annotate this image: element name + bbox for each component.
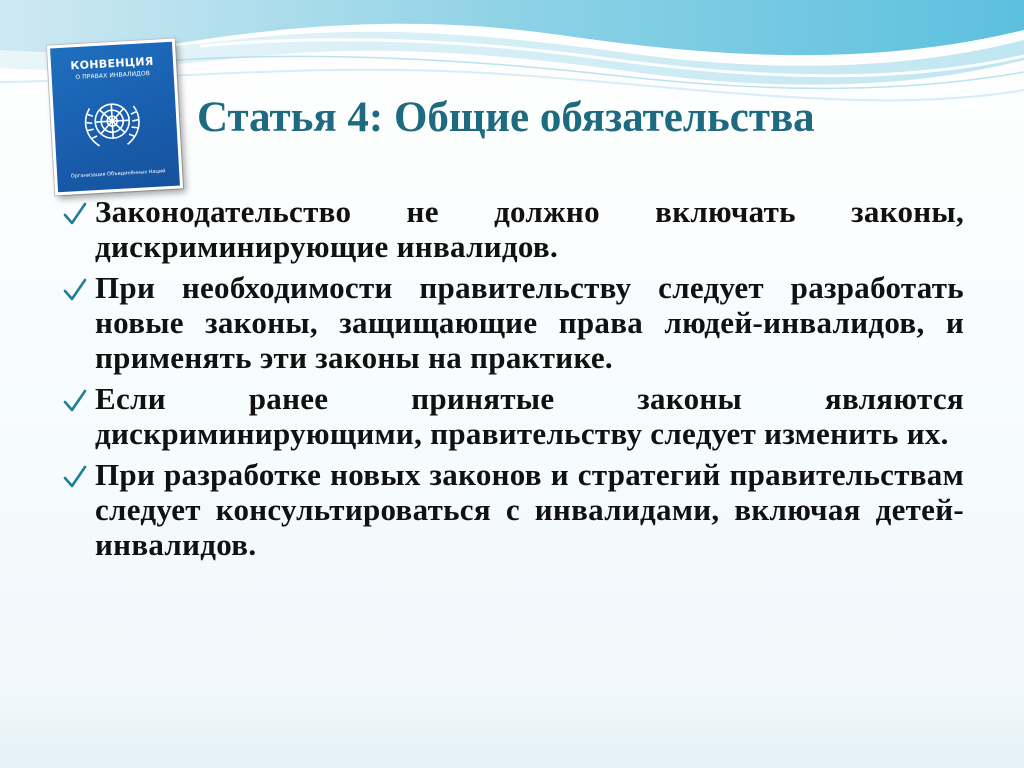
bullet-text: При необходимости правительству следует разработать новые законы, защищающие права людей-инвалидов, и применять эти законы на практике. bbox=[95, 270, 964, 375]
bullet-list bbox=[60, 194, 964, 568]
bottom-gradient bbox=[0, 698, 1024, 768]
bullet-item bbox=[60, 270, 964, 375]
book-title: КОНВЕНЦИЯ bbox=[70, 54, 154, 73]
checkmark-icon bbox=[62, 387, 88, 415]
book-organization: Организация Объединённых Наций bbox=[70, 168, 166, 180]
un-emblem-icon bbox=[75, 89, 151, 159]
checkmark-icon bbox=[62, 276, 88, 304]
checkmark-icon bbox=[62, 200, 88, 228]
bullet-text: Законодательство не должно включать законы, дискриминирующие инвалидов. bbox=[95, 194, 964, 264]
bullet-item bbox=[60, 194, 964, 264]
book-cover bbox=[50, 42, 180, 193]
book-subtitle: О ПРАВАХ ИНВАЛИДОВ bbox=[75, 69, 151, 82]
slide-title: Статья 4: Общие обязательства bbox=[197, 94, 815, 141]
bullet-text: Если ранее принятые законы являются дискриминирующими, правительству следует изменить их. bbox=[95, 381, 964, 451]
bullet-item bbox=[60, 457, 964, 562]
convention-book-logo bbox=[47, 39, 183, 196]
bullet-item bbox=[60, 381, 964, 451]
checkmark-icon bbox=[62, 463, 88, 491]
bullet-text: При разработке новых законов и стратегий правительствам следует консультироваться с инвалидами, включая детей-инвалидов. bbox=[95, 457, 964, 562]
